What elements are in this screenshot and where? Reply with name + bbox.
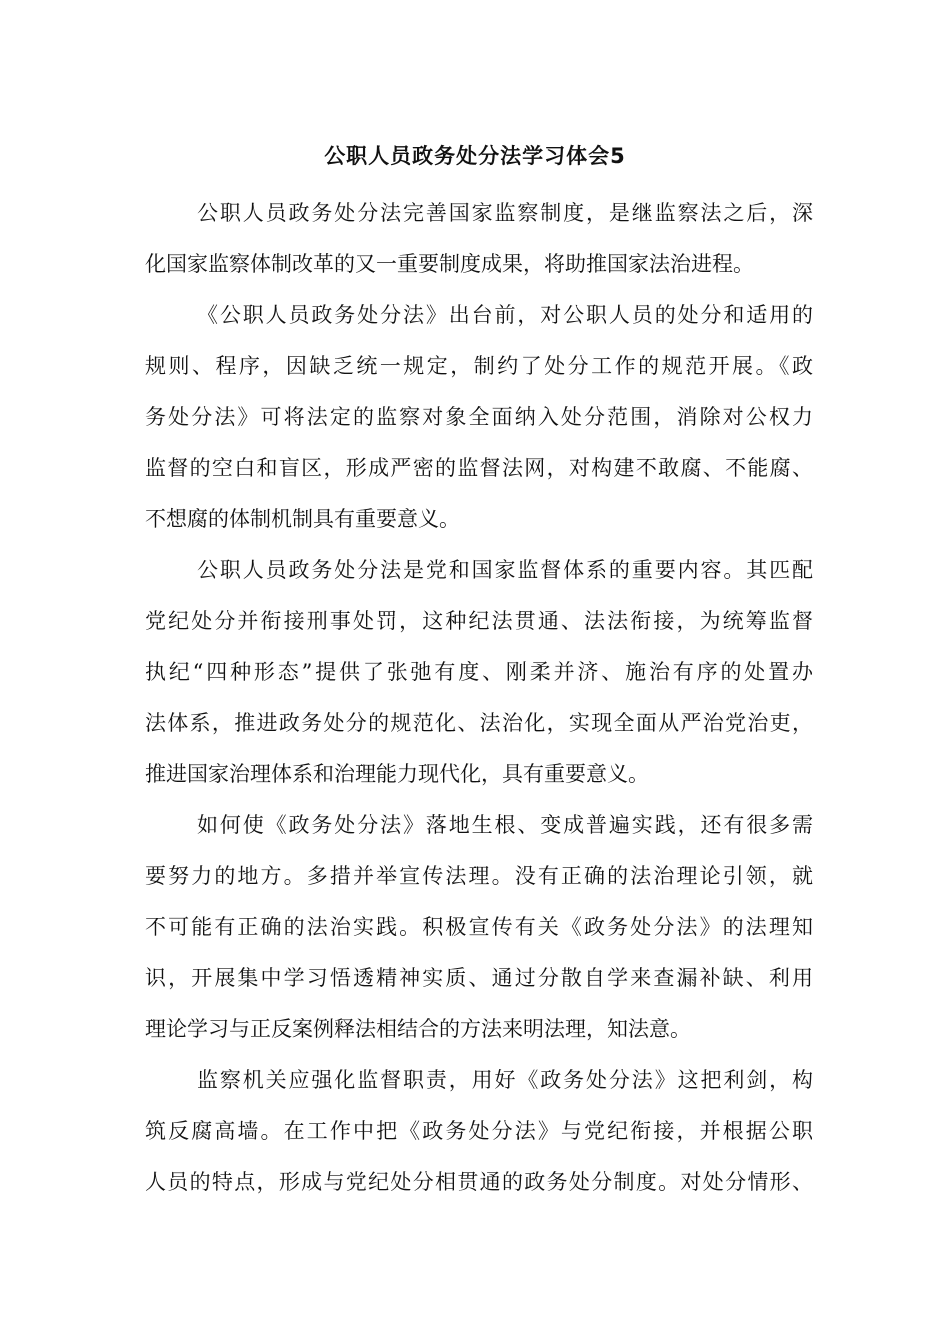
paragraph-5 xyxy=(145,1055,813,1208)
paragraph-2 xyxy=(145,290,813,545)
text-line: 执纪“四种形态”提供了张弛有度、刚柔并济、施治有序的处置办 xyxy=(145,660,813,684)
text-line: 监察机关应强化监督职责，用好《政务处分法》这把利剑，构 xyxy=(197,1068,813,1092)
paragraph-1 xyxy=(145,188,813,290)
text-line: 公职人员政务处分法完善国家监察制度，是继监察法之后，深 xyxy=(197,201,813,225)
text-line: 筑反腐高墙。在工作中把《政务处分法》与党纪衔接，并根据公职 xyxy=(145,1119,813,1143)
text-line: 《公职人员政务处分法》出台前，对公职人员的处分和适用的 xyxy=(197,303,813,327)
text-line: 务处分法》可将法定的监察对象全面纳入处分范围，消除对公权力 xyxy=(145,405,813,429)
paragraph-4 xyxy=(145,800,813,1055)
text-line: 党纪处分并衔接刑事处罚，这种纪法贯通、法法衔接，为统筹监督 xyxy=(145,609,813,633)
text-line: 化国家监察体制改革的又一重要制度成果，将助推国家法治进程。 xyxy=(145,252,754,276)
document-body xyxy=(145,188,813,1208)
text-line: 不可能有正确的法治实践。积极宣传有关《政务处分法》的法理知 xyxy=(145,915,813,939)
text-line: 公职人员政务处分法是党和国家监督体系的重要内容。其匹配 xyxy=(197,558,813,582)
text-line: 规则、程序，因缺乏统一规定，制约了处分工作的规范开展。《政 xyxy=(145,354,813,378)
text-line: 理论学习与正反案例释法相结合的方法来明法理，知法意。 xyxy=(145,1017,691,1041)
text-line: 法体系，推进政务处分的规范化、法治化，实现全面从严治党治吏， xyxy=(145,711,813,735)
paragraph-3 xyxy=(145,545,813,800)
text-line: 人员的特点，形成与党纪处分相贯通的政务处分制度。对处分情形、 xyxy=(145,1170,813,1194)
document-title: 公职人员政务处分法学习体会5 xyxy=(324,144,626,168)
text-line: 识，开展集中学习悟透精神实质、通过分散自学来查漏补缺、利用 xyxy=(145,966,813,990)
text-line: 如何使《政务处分法》落地生根、变成普遍实践，还有很多需 xyxy=(197,813,813,837)
text-line: 监督的空白和盲区，形成严密的监督法网，对构建不敢腐、不能腐、 xyxy=(145,456,813,480)
text-line: 要努力的地方。多措并举宣传法理。没有正确的法治理论引领，就 xyxy=(145,864,813,888)
text-line: 推进国家治理体系和治理能力现代化，具有重要意义。 xyxy=(145,762,649,786)
text-line: 不想腐的体制机制具有重要意义。 xyxy=(145,507,460,531)
